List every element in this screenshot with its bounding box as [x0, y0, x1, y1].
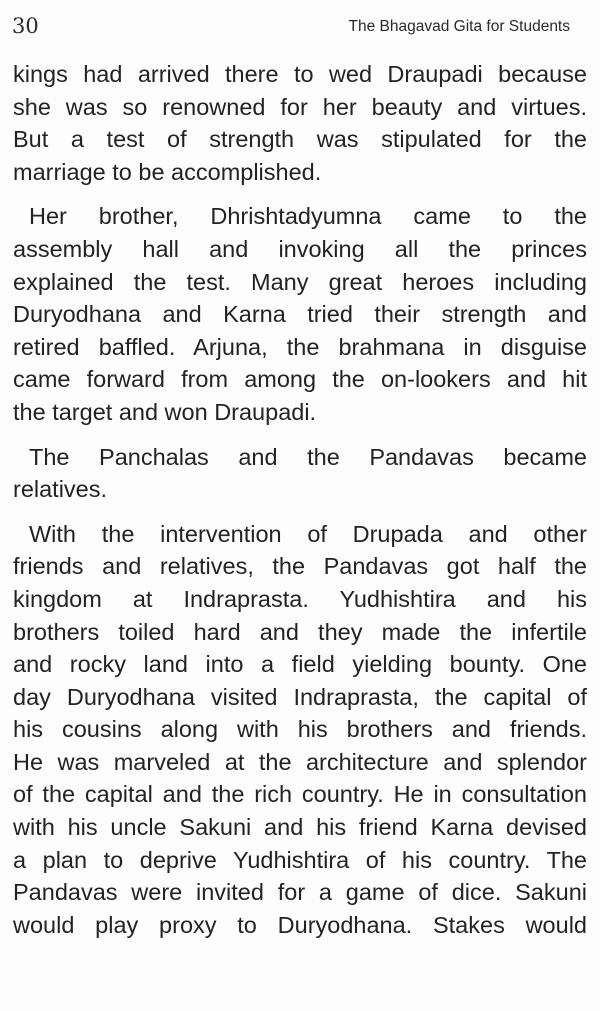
body-text [13, 58, 587, 953]
text-line: of the capital and the rich country. He in consultation [13, 781, 587, 808]
page-number: 30 [12, 14, 39, 38]
text-line: marriage to be accomplished. [13, 158, 322, 185]
text-line: Duryodhana and Karna tried their strength and [13, 301, 587, 328]
text-line: He was marveled at the architecture and splendor [13, 748, 587, 775]
text-line: explained the test. Many great heroes including [13, 268, 587, 295]
text-line: Her brother, Dhrishtadyumna came to the [29, 203, 587, 230]
text-line: brothers toiled hard and they made the infertile [13, 618, 587, 645]
text-line: came forward from among the on-lookers and hit [13, 366, 587, 393]
text-line: kingdom at Indraprasta. Yudhishtira and his [13, 585, 587, 612]
text-line: his cousins along with his brothers and friends. [13, 716, 587, 743]
page-header [12, 14, 586, 38]
paragraph [13, 441, 587, 506]
text-line: Pandavas were invited for a game of dice. Sakuni [13, 879, 587, 906]
text-line: and rocky land into a field yielding bounty. One [13, 651, 587, 678]
text-line: friends and relatives, the Pandavas got half the [13, 553, 587, 580]
paragraph [13, 58, 587, 188]
text-line: But a test of strength was stipulated for the [13, 126, 587, 153]
text-line: day Duryodhana visited Indraprasta, the capital of [13, 683, 587, 710]
text-line: The Panchalas and the Pandavas became [29, 443, 587, 470]
text-line: With the intervention of Drupada and other [29, 520, 587, 547]
text-line: assembly hall and invoking all the princes [13, 235, 587, 262]
text-line: a plan to deprive Yudhishtira of his country. The [13, 846, 587, 873]
text-line: retired baffled. Arjuna, the brahmana in disguise [13, 333, 587, 360]
running-title: The Bhagavad Gita for Students [348, 18, 570, 35]
text-line: with his uncle Sakuni and his friend Karna devised [13, 814, 587, 841]
text-line: relatives. [13, 476, 108, 503]
text-line: kings had arrived there to wed Draupadi because [13, 61, 587, 87]
paragraph [13, 200, 587, 428]
paragraph [13, 518, 587, 942]
text-line: she was so renowned for her beauty and virtues. [13, 93, 587, 120]
text-line: the target and won Draupadi. [13, 398, 317, 425]
text-line: would play proxy to Duryodhana. Stakes would [13, 911, 587, 938]
